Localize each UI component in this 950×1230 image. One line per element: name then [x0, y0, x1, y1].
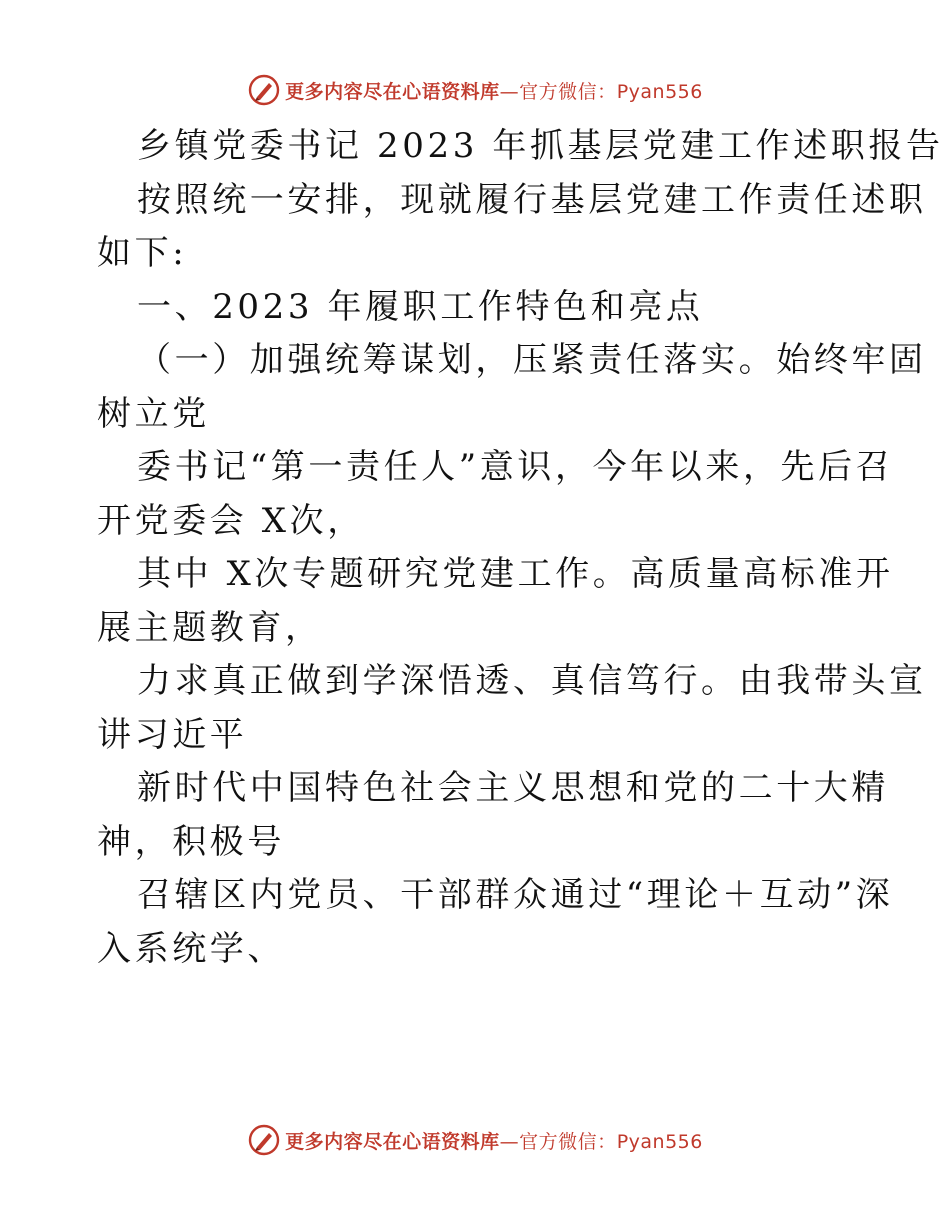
- header-watermark: [0, 70, 950, 110]
- paragraph-line: 召辖区内党员、干部群众通过“理论＋互动”深: [137, 875, 894, 915]
- paragraph-line: 力求真正做到学深悟透、真信笃行。由我带头宣: [137, 661, 927, 701]
- paragraph-line: 如下:: [97, 233, 188, 273]
- paragraph-line: 开党委会 X次，: [97, 500, 365, 541]
- footer-watermark: [0, 1120, 950, 1160]
- subsection-heading: （一）加强统筹谋划，压紧责任落实。始终牢固: [137, 340, 927, 380]
- watermark-text: 更多内容尽在心语资料库—官方微信：Pyan556: [285, 1130, 703, 1153]
- paragraph-line: 按照统一安排，现就履行基层党建工作责任述职: [137, 179, 927, 220]
- paragraph-line: 委书记“第一责任人”意识，今年以来，先后召: [137, 447, 894, 487]
- paragraph-line: 树立党: [97, 393, 210, 434]
- watermark-text: 更多内容尽在心语资料库—官方微信：Pyan556: [285, 80, 703, 103]
- paragraph-line: 其中 X次专题研究党建工作。高质量高标准开: [137, 554, 894, 594]
- paragraph-line: 新时代中国特色社会主义思想和党的二十大精: [137, 768, 889, 808]
- pen-logo-icon: [247, 1123, 281, 1157]
- paragraph-line: 神，积极号: [97, 821, 285, 862]
- pen-logo-icon: [247, 73, 281, 107]
- paragraph-line: 入系统学、: [97, 928, 285, 969]
- document-title: 乡镇党委书记 2023 年抓基层党建工作述职报告: [137, 126, 944, 166]
- paragraph-line: 讲习近平: [97, 714, 248, 755]
- section-heading: 一、2023 年履职工作特色和亮点: [137, 286, 704, 327]
- document-body: [97, 120, 944, 976]
- paragraph-line: 展主题教育，: [97, 607, 323, 648]
